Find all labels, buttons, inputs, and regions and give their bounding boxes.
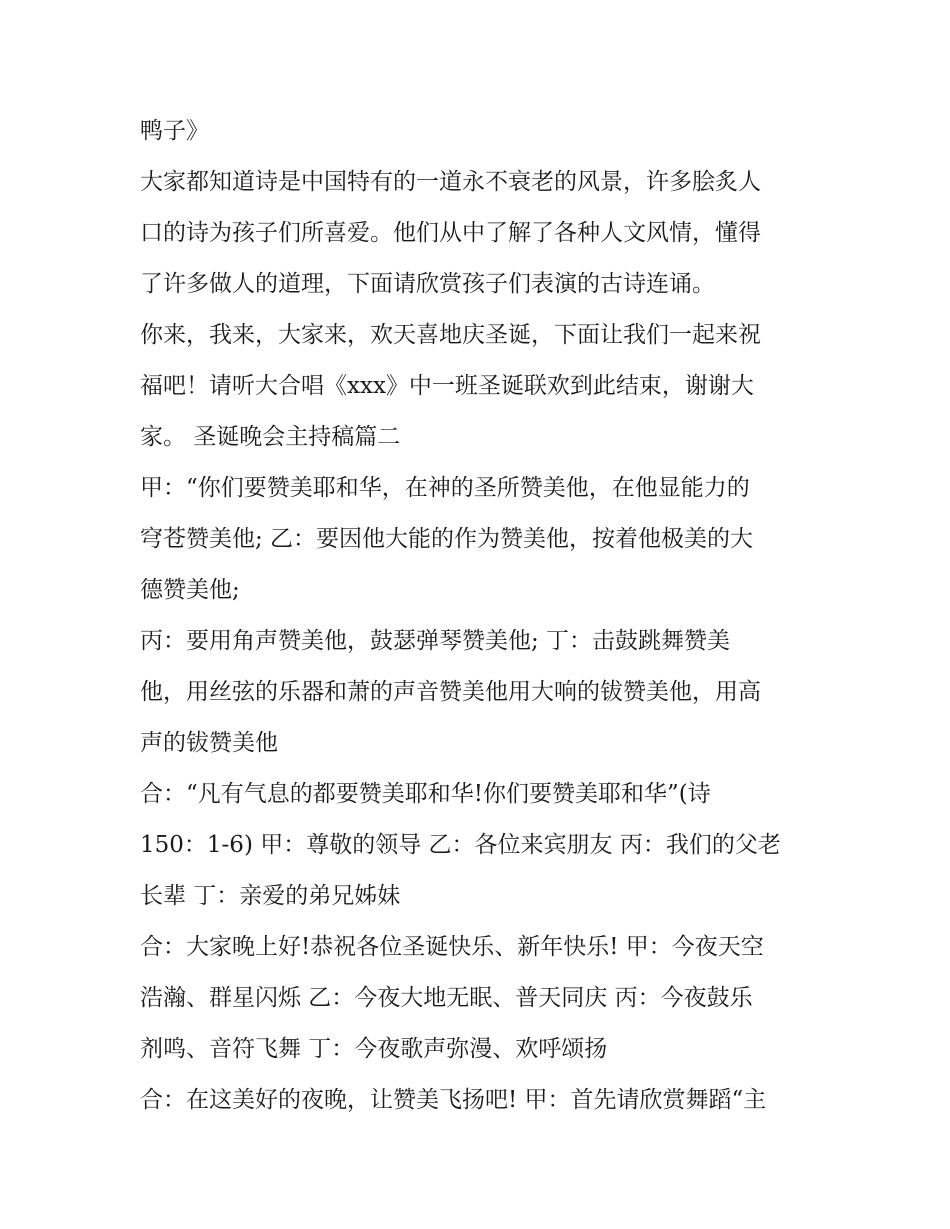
text-line: 口的诗为孩子们所喜爱。他们从中了解了各种人文风情，懂得 <box>140 220 761 246</box>
text-line: 丙：要用角声赞美他，鼓瑟弹琴赞美他; 丁：击鼓跳舞赞美 <box>140 628 731 654</box>
document-body <box>140 106 820 1126</box>
text-line: 了许多做人的道理，下面请欣赏孩子们表演的古诗连诵。 <box>140 271 715 297</box>
text-line: 剂鸣、音符飞舞 丁：今夜歌声弥漫、欢呼颂扬 <box>140 1036 608 1062</box>
text-line: 你来，我来，大家来，欢天喜地庆圣诞，下面让我们一起来祝 <box>140 322 761 348</box>
text-line: 鸭子》 <box>140 118 209 144</box>
text-line: 他，用丝弦的乐器和萧的声音赞美他用大响的钹赞美他，用高 <box>140 679 761 705</box>
text-line: 合：大家晚上好!恭祝各位圣诞快乐、新年快乐! 甲：今夜天空 <box>140 934 764 960</box>
text-line: 长辈 丁：亲爱的弟兄姊妹 <box>140 883 401 909</box>
text-line: 浩瀚、群星闪烁 乙：今夜大地无眠、普天同庆 丙：今夜鼓乐 <box>140 985 753 1011</box>
text-line: 家。 圣诞晚会主持稿篇二 <box>140 424 401 450</box>
text-line: 声的钹赞美他 <box>140 730 278 756</box>
text-line: 福吧！请听大合唱《xxx》中一班圣诞联欢到此结束，谢谢大 <box>140 373 754 399</box>
text-line: 合：在这美好的夜晚，让赞美飞扬吧! 甲：首先请欣赏舞蹈“主 <box>140 1087 767 1113</box>
text-line: 合：“凡有气息的都要赞美耶和华!你们要赞美耶和华”(诗 <box>140 781 711 807</box>
text-line: 穹苍赞美他; 乙：要因他大能的作为赞美他，按着他极美的大 <box>140 526 754 552</box>
text-line: 大家都知道诗是中国特有的一道永不衰老的风景，许多脍炙人 <box>140 169 761 195</box>
text-line: 150：1-6) 甲：尊敬的领导 乙：各位来宾朋友 丙：我们的父老 <box>140 832 781 858</box>
text-line: 甲：“你们要赞美耶和华，在神的圣所赞美他，在他显能力的 <box>140 475 750 501</box>
text-line: 德赞美他; <box>140 577 240 603</box>
